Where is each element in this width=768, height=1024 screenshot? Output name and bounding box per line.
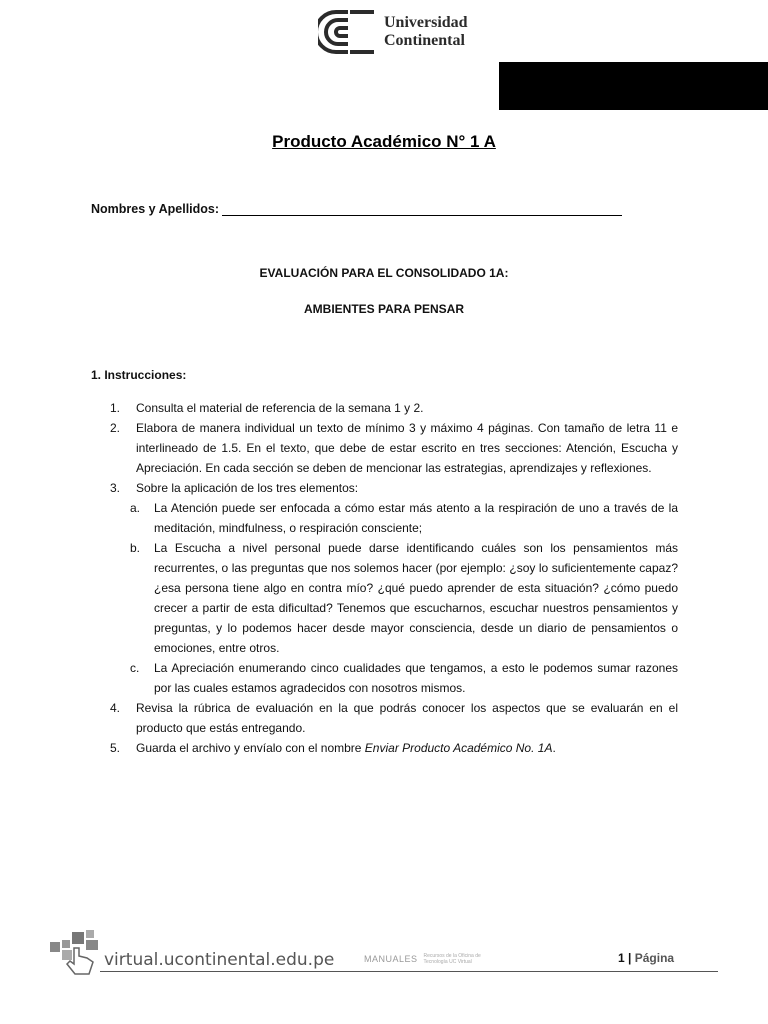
item-number: 1. <box>110 401 121 415</box>
list-item <box>110 418 678 478</box>
sub-item <box>110 538 678 658</box>
page-label: Página <box>634 951 675 965</box>
item-text: Guarda el archivo y envíalo con el nombre <box>136 741 365 755</box>
logo-text <box>384 14 468 50</box>
list-item <box>110 478 678 498</box>
university-logo <box>318 9 478 55</box>
item-end-text: . <box>552 741 556 755</box>
item-text: Consulta el material de referencia de la semana 1 y 2. <box>136 401 424 415</box>
list-item <box>110 698 678 738</box>
item-number: 2. <box>110 421 121 435</box>
page-indicator <box>618 951 674 965</box>
item-text: Sobre la aplicación de los tres elementos: <box>136 481 359 495</box>
name-blank-field[interactable] <box>222 202 622 216</box>
sub-item-text: La Escucha a nivel personal puede darse identificando cuáles son los pensamientos más recurrentes, o las preguntas que nos solemos hacer (por ejemplo: ¿soy lo suficientemente capaz? ¿esa persona tiene algo en contra mío? ¿qué puedo aprender de esta situación? ¿cómo puedo crecer a partir de esta dificultad? Tenemos que escucharnos, escuchar nuestros pensamientos y preguntas, y lo podemos hacer desde mayor consciencia, desde un diario de pensamientos o emociones, entre otros. <box>154 541 678 655</box>
sub-item-letter: c. <box>130 661 140 675</box>
name-line <box>91 202 622 216</box>
hand-pointer-icon <box>48 928 104 976</box>
manuales-subtext: Recursos de la Oficina de Tecnología UC Virtual <box>423 953 481 965</box>
footer-divider <box>100 971 718 972</box>
item-number: 3. <box>110 481 121 495</box>
manuales-logo <box>364 948 514 970</box>
manuales-label: MANUALES <box>364 954 418 964</box>
sub-item <box>110 498 678 538</box>
evaluation-heading: EVALUACIÓN PARA EL CONSOLIDADO 1A: <box>259 266 509 280</box>
list-item <box>110 398 678 418</box>
item-text: Revisa la rúbrica de evaluación en la que podrás conocer los aspectos que se evaluarán en el producto que estás entregando. <box>136 701 678 735</box>
sub-item-letter: b. <box>130 541 141 555</box>
item-number: 5. <box>110 741 121 755</box>
subtitle-heading: AMBIENTES PARA PENSAR <box>303 302 464 316</box>
page-number: 1 <box>618 951 625 965</box>
instructions-list <box>110 398 678 758</box>
instructions-heading: 1. Instrucciones: <box>91 368 187 382</box>
name-label: Nombres y Apellidos: <box>91 202 220 216</box>
sub-item-text: La Apreciación enumerando cinco cualidades que tengamos, a esto le podemos sumar razones por las cuales estamos agradecidos con nosotros mismos. <box>154 661 678 695</box>
document-title: Producto Académico N° 1 A <box>272 132 496 151</box>
redaction-bar <box>499 62 768 110</box>
item-italic-text: Enviar Producto Académico No. 1A <box>364 741 553 755</box>
item-number: 4. <box>110 701 121 715</box>
continental-logo-icon <box>318 9 378 55</box>
sub-item-letter: a. <box>130 501 141 515</box>
logo-line-1: Universidad <box>384 14 468 31</box>
list-item <box>110 738 678 758</box>
footer-url: virtual.ucontinental.edu.pe <box>104 950 335 970</box>
item-text: Elabora de manera individual un texto de mínimo 3 y máximo 4 páginas. Con tamaño de letra 11 e interlineado de 1.5. En el texto, que debe de estar escrito en tres secciones: Atención, Escucha y Apreciación. En cada sección se deben de mencionar las estrategias, aprendizajes y reflexiones. <box>136 421 678 475</box>
sub-item <box>110 658 678 698</box>
sub-item-text: La Atención puede ser enfocada a cómo estar más atento a la respiración de uno a través de la meditación, mindfulness, o respiración consciente; <box>154 501 678 535</box>
page-separator: | <box>628 951 632 965</box>
logo-line-2: Continental <box>384 32 465 49</box>
